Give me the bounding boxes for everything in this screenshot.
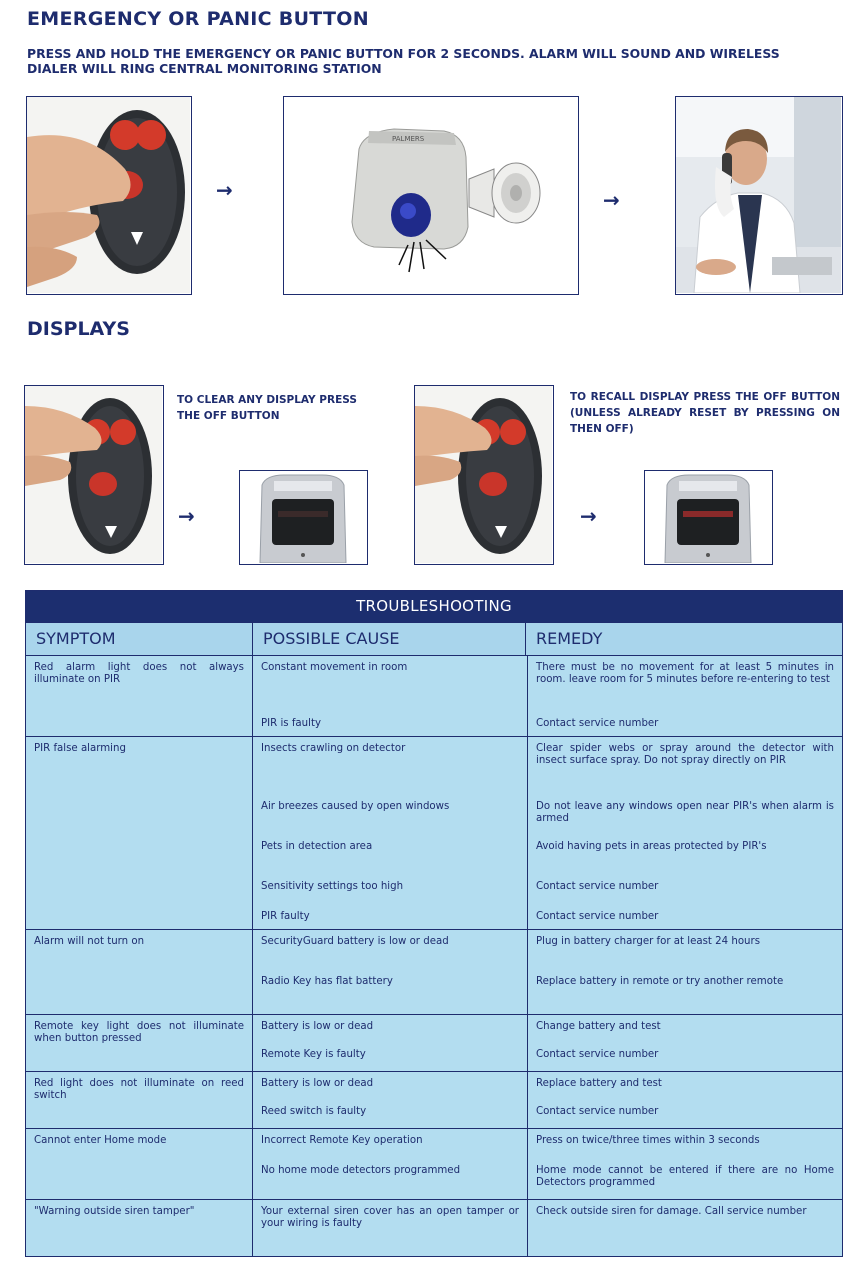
cause-cell: Radio Key has flat battery bbox=[253, 970, 527, 1014]
clear-display-unit-photo bbox=[239, 470, 368, 565]
table-header-row bbox=[26, 622, 842, 655]
remedy-cell: Avoid having pets in areas protected by PIR's bbox=[527, 835, 842, 875]
recall-display-caption: TO RECALL DISPLAY PRESS THE OFF BUTTON (UNLESS ALREADY RESET BY PRESSING ON THEN OFF) bbox=[570, 391, 840, 435]
table-row bbox=[253, 737, 842, 795]
remedy-cell: Clear spider webs or spray around the detector with insect surface spray. Do not spray directly on PIR bbox=[527, 737, 842, 795]
table-row bbox=[253, 1043, 842, 1071]
symptom-cell: Red alarm light does not always illuminate on PIR bbox=[26, 656, 252, 736]
cause-cell: Remote Key is faulty bbox=[253, 1043, 527, 1071]
device-brand-label: PALMERS bbox=[392, 135, 425, 143]
table-row bbox=[253, 835, 842, 875]
symptom-cell: Cannot enter Home mode bbox=[26, 1129, 252, 1199]
table-group bbox=[26, 1071, 842, 1128]
clear-display-caption: TO CLEAR ANY DISPLAY PRESS THE OFF BUTTON bbox=[177, 394, 357, 422]
clear-display-arrow: → bbox=[178, 504, 195, 528]
remedy-cell: Contact service number bbox=[527, 712, 842, 736]
cause-cell: SecurityGuard battery is low or dead bbox=[253, 930, 527, 970]
cause-cell: Your external siren cover has an open tamper or your wiring is faulty bbox=[253, 1200, 527, 1256]
table-row bbox=[253, 712, 842, 736]
cause-cell: Battery is low or dead bbox=[253, 1015, 527, 1043]
table-group bbox=[26, 929, 842, 1014]
cause-cell: Battery is low or dead bbox=[253, 1072, 527, 1100]
recall-display-remote-photo bbox=[414, 385, 554, 565]
table-group bbox=[26, 655, 842, 736]
remedy-cell: Plug in battery charger for at least 24 hours bbox=[527, 930, 842, 970]
remedy-cell: There must be no movement for at least 5 minutes in room. leave room for 5 minutes before re-entering to test bbox=[527, 656, 842, 712]
flow-arrow-2: → bbox=[603, 188, 620, 212]
remedy-cell: Contact service number bbox=[527, 1100, 842, 1128]
cause-cell: Insects crawling on detector bbox=[253, 737, 527, 795]
symptom-cell: Alarm will not turn on bbox=[26, 930, 252, 1014]
symptom-cell: Red light does not illuminate on reed switch bbox=[26, 1072, 252, 1128]
cause-cell: PIR faulty bbox=[253, 905, 527, 929]
remedy-cell: Replace battery and test bbox=[527, 1072, 842, 1100]
flow-arrow-1: → bbox=[216, 178, 233, 202]
cause-cell: PIR is faulty bbox=[253, 712, 527, 736]
table-group bbox=[26, 1128, 842, 1199]
remedy-cell: Change battery and test bbox=[527, 1015, 842, 1043]
remedy-cell: Press on twice/three times within 3 seconds bbox=[527, 1129, 842, 1159]
remedy-cell: Replace battery in remote or try another remote bbox=[527, 970, 842, 1014]
table-row bbox=[253, 1129, 842, 1159]
table-row bbox=[253, 905, 842, 929]
cause-cell: No home mode detectors programmed bbox=[253, 1159, 527, 1199]
cause-cell: Pets in detection area bbox=[253, 835, 527, 875]
cause-cell: Incorrect Remote Key operation bbox=[253, 1129, 527, 1159]
table-row bbox=[253, 1200, 842, 1256]
symptom-cell: Remote key light does not illuminate when button pressed bbox=[26, 1015, 252, 1071]
symptom-cell: "Warning outside siren tamper" bbox=[26, 1200, 252, 1256]
remedy-cell: Check outside siren for damage. Call service number bbox=[527, 1200, 842, 1256]
table-row bbox=[253, 1072, 842, 1100]
table-row bbox=[253, 875, 842, 905]
clear-display-remote-photo bbox=[24, 385, 164, 565]
troubleshooting-title: TROUBLESHOOTING bbox=[26, 591, 842, 622]
table-group bbox=[26, 1199, 842, 1256]
emergency-title: EMERGENCY OR PANIC BUTTON bbox=[27, 8, 369, 30]
remote-press-photo bbox=[26, 96, 192, 295]
siren-device-photo bbox=[283, 96, 579, 295]
recall-display-arrow: → bbox=[580, 504, 597, 528]
header-cause: POSSIBLE CAUSE bbox=[252, 623, 525, 655]
table-row bbox=[253, 1159, 842, 1199]
remedy-cell: Do not leave any windows open near PIR's when alarm is armed bbox=[527, 795, 842, 835]
table-row bbox=[253, 1100, 842, 1128]
displays-title: DISPLAYS bbox=[27, 318, 130, 340]
table-group bbox=[26, 1014, 842, 1071]
header-symptom: SYMPTOM bbox=[36, 629, 116, 648]
cause-cell: Sensitivity settings too high bbox=[253, 875, 527, 905]
table-row bbox=[253, 930, 842, 970]
table-row bbox=[253, 795, 842, 835]
cause-cell: Reed switch is faulty bbox=[253, 1100, 527, 1128]
table-row bbox=[253, 656, 842, 712]
monitoring-station-photo bbox=[675, 96, 843, 295]
remedy-cell: Contact service number bbox=[527, 905, 842, 929]
table-row bbox=[253, 970, 842, 1014]
symptom-cell: PIR false alarming bbox=[26, 737, 252, 929]
troubleshooting-table bbox=[25, 590, 843, 1257]
table-row bbox=[253, 1015, 842, 1043]
remedy-cell: Contact service number bbox=[527, 875, 842, 905]
remedy-cell: Contact service number bbox=[527, 1043, 842, 1071]
remedy-cell: Home mode cannot be entered if there are no Home Detectors programmed bbox=[527, 1159, 842, 1199]
recall-display-unit-photo bbox=[644, 470, 773, 565]
header-remedy: REMEDY bbox=[525, 623, 842, 655]
table-group bbox=[26, 736, 842, 929]
cause-cell: Air breezes caused by open windows bbox=[253, 795, 527, 835]
cause-cell: Constant movement in room bbox=[253, 656, 527, 712]
emergency-instructions: PRESS AND HOLD THE EMERGENCY OR PANIC BUTTON FOR 2 SECONDS. ALARM WILL SOUND AND WIRELESS DIALER WILL RING CENTRAL MONITORING STATION bbox=[27, 46, 780, 76]
